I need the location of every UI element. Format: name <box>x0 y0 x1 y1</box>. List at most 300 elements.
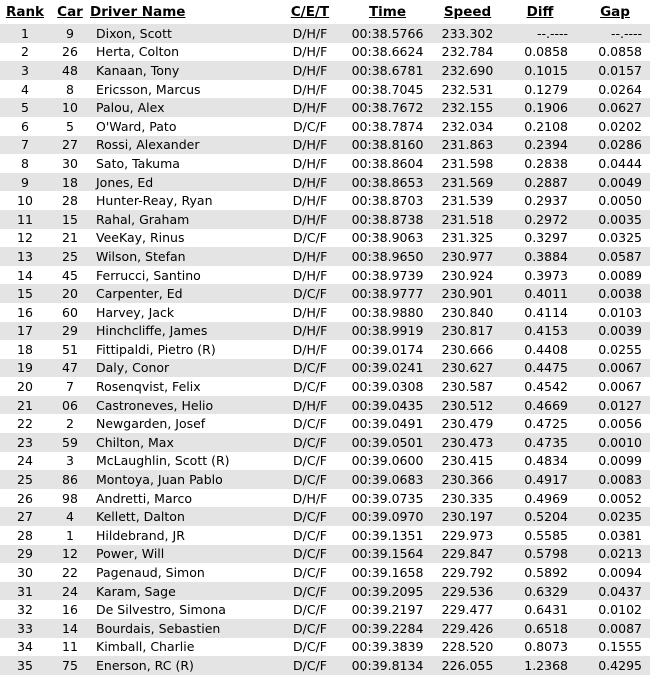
driver-name-cell: Kanaan, Tony <box>90 61 280 80</box>
rank-cell: 17 <box>0 322 50 341</box>
gap-cell: 0.0099 <box>580 452 650 471</box>
rank-cell: 31 <box>0 582 50 601</box>
diff-cell: 0.4542 <box>500 377 580 396</box>
car-number-cell: 24 <box>50 582 90 601</box>
diff-cell: 0.0858 <box>500 43 580 62</box>
table-row <box>0 136 650 155</box>
time-cell: 00:39.0435 <box>340 396 435 415</box>
table-row <box>0 229 650 248</box>
rank-cell: 8 <box>0 154 50 173</box>
speed-cell: 230.924 <box>435 266 500 285</box>
time-cell: 00:38.7672 <box>340 98 435 117</box>
diff-cell: 0.4114 <box>500 303 580 322</box>
rank-cell: 3 <box>0 61 50 80</box>
driver-name-cell: Palou, Alex <box>90 98 280 117</box>
time-cell: 00:39.8134 <box>340 656 435 675</box>
diff-cell: 0.3973 <box>500 266 580 285</box>
cet-cell: D/H/F <box>280 340 340 359</box>
rank-cell: 10 <box>0 191 50 210</box>
time-cell: 00:38.6781 <box>340 61 435 80</box>
speed-cell: 229.973 <box>435 526 500 545</box>
table-row <box>0 359 650 378</box>
diff-cell: 0.4408 <box>500 340 580 359</box>
table-row <box>0 303 650 322</box>
speed-cell: 230.366 <box>435 470 500 489</box>
gap-cell: 0.0039 <box>580 322 650 341</box>
cet-cell: D/C/F <box>280 600 340 619</box>
driver-name-cell: Enerson, RC (R) <box>90 656 280 675</box>
time-cell: 00:38.8703 <box>340 191 435 210</box>
cet-cell: D/C/F <box>280 582 340 601</box>
table-row <box>0 117 650 136</box>
rank-cell: 5 <box>0 98 50 117</box>
rank-cell: 26 <box>0 489 50 508</box>
table-row <box>0 154 650 173</box>
time-cell: 00:38.9919 <box>340 322 435 341</box>
driver-name-cell: Bourdais, Sebastien <box>90 619 280 638</box>
cet-cell: D/H/F <box>280 489 340 508</box>
driver-name-cell: Ericsson, Marcus <box>90 80 280 99</box>
diff-cell: 0.5204 <box>500 507 580 526</box>
time-cell: 00:39.0600 <box>340 452 435 471</box>
rank-cell: 27 <box>0 507 50 526</box>
cet-cell: D/H/F <box>280 247 340 266</box>
time-cell: 00:38.9777 <box>340 284 435 303</box>
car-number-cell: 26 <box>50 43 90 62</box>
driver-name-cell: Sato, Takuma <box>90 154 280 173</box>
cet-cell: D/H/F <box>280 61 340 80</box>
gap-cell: 0.1555 <box>580 638 650 657</box>
table-row <box>0 191 650 210</box>
gap-cell: 0.0255 <box>580 340 650 359</box>
car-number-cell: 47 <box>50 359 90 378</box>
diff-cell: 0.3297 <box>500 229 580 248</box>
diff-cell: 0.6518 <box>500 619 580 638</box>
car-number-cell: 1 <box>50 526 90 545</box>
header-cet: C/E/T <box>290 4 330 20</box>
driver-name-cell: Wilson, Stefan <box>90 247 280 266</box>
diff-cell: 0.4153 <box>500 322 580 341</box>
rank-cell: 32 <box>0 600 50 619</box>
rank-cell: 9 <box>0 173 50 192</box>
gap-cell: 0.0050 <box>580 191 650 210</box>
header-driver-name: Driver Name <box>90 4 186 20</box>
cet-cell: D/H/F <box>280 303 340 322</box>
cet-cell: D/C/F <box>280 117 340 136</box>
table-row <box>0 210 650 229</box>
cet-cell: D/H/F <box>280 322 340 341</box>
time-cell: 00:38.5766 <box>340 24 435 43</box>
time-cell: 00:38.9880 <box>340 303 435 322</box>
time-cell: 00:38.8653 <box>340 173 435 192</box>
car-number-cell: 9 <box>50 24 90 43</box>
speed-cell: 230.977 <box>435 247 500 266</box>
speed-cell: 230.840 <box>435 303 500 322</box>
rank-cell: 16 <box>0 303 50 322</box>
diff-cell: 0.2394 <box>500 136 580 155</box>
gap-cell: 0.0437 <box>580 582 650 601</box>
gap-cell: 0.0067 <box>580 377 650 396</box>
table-row <box>0 247 650 266</box>
car-number-cell: 22 <box>50 563 90 582</box>
speed-cell: 230.627 <box>435 359 500 378</box>
gap-cell: 0.0038 <box>580 284 650 303</box>
speed-cell: 233.302 <box>435 24 500 43</box>
diff-cell: 0.5585 <box>500 526 580 545</box>
diff-cell: 0.3884 <box>500 247 580 266</box>
gap-cell: 0.0235 <box>580 507 650 526</box>
diff-cell: 0.2972 <box>500 210 580 229</box>
cet-cell: D/C/F <box>280 377 340 396</box>
speed-cell: 230.197 <box>435 507 500 526</box>
diff-cell: 0.4011 <box>500 284 580 303</box>
cet-cell: D/H/F <box>280 173 340 192</box>
cet-cell: D/C/F <box>280 656 340 675</box>
rank-cell: 35 <box>0 656 50 675</box>
driver-name-cell: Newgarden, Josef <box>90 414 280 433</box>
car-number-cell: 98 <box>50 489 90 508</box>
car-number-cell: 12 <box>50 545 90 564</box>
car-number-cell: 14 <box>50 619 90 638</box>
table-row <box>0 414 650 433</box>
cet-cell: D/C/F <box>280 284 340 303</box>
cet-cell: D/C/F <box>280 433 340 452</box>
speed-cell: 231.863 <box>435 136 500 155</box>
car-number-cell: 60 <box>50 303 90 322</box>
rank-cell: 1 <box>0 24 50 43</box>
gap-cell: 0.0035 <box>580 210 650 229</box>
rank-cell: 4 <box>0 80 50 99</box>
car-number-cell: 30 <box>50 154 90 173</box>
rank-cell: 34 <box>0 638 50 657</box>
table-row <box>0 563 650 582</box>
diff-cell: 0.2108 <box>500 117 580 136</box>
cet-cell: D/C/F <box>280 414 340 433</box>
time-cell: 00:39.2284 <box>340 619 435 638</box>
table-row <box>0 582 650 601</box>
speed-cell: 229.536 <box>435 582 500 601</box>
driver-name-cell: Daly, Conor <box>90 359 280 378</box>
driver-name-cell: Pagenaud, Simon <box>90 563 280 582</box>
diff-cell: 0.6329 <box>500 582 580 601</box>
table-row <box>0 340 650 359</box>
time-cell: 00:38.8160 <box>340 136 435 155</box>
table-row <box>0 507 650 526</box>
time-cell: 00:39.0174 <box>340 340 435 359</box>
gap-cell: 0.0325 <box>580 229 650 248</box>
time-cell: 00:38.6624 <box>340 43 435 62</box>
table-row <box>0 638 650 657</box>
header-gap: Gap <box>600 4 630 20</box>
car-number-cell: 18 <box>50 173 90 192</box>
table-row <box>0 656 650 675</box>
cet-cell: D/H/F <box>280 80 340 99</box>
rank-cell: 11 <box>0 210 50 229</box>
car-number-cell: 5 <box>50 117 90 136</box>
time-cell: 00:39.1351 <box>340 526 435 545</box>
rank-cell: 14 <box>0 266 50 285</box>
gap-cell: 0.0087 <box>580 619 650 638</box>
diff-cell: 0.5892 <box>500 563 580 582</box>
cet-cell: D/H/F <box>280 43 340 62</box>
speed-cell: 229.847 <box>435 545 500 564</box>
gap-cell: 0.0858 <box>580 43 650 62</box>
gap-cell: 0.0089 <box>580 266 650 285</box>
car-number-cell: 86 <box>50 470 90 489</box>
time-cell: 00:38.9063 <box>340 229 435 248</box>
time-cell: 00:39.2197 <box>340 600 435 619</box>
driver-name-cell: Dixon, Scott <box>90 24 280 43</box>
car-number-cell: 25 <box>50 247 90 266</box>
speed-cell: 230.415 <box>435 452 500 471</box>
rank-cell: 30 <box>0 563 50 582</box>
rank-cell: 29 <box>0 545 50 564</box>
driver-name-cell: Andretti, Marco <box>90 489 280 508</box>
car-number-cell: 20 <box>50 284 90 303</box>
results-body <box>0 24 650 675</box>
driver-name-cell: Rahal, Graham <box>90 210 280 229</box>
table-row <box>0 80 650 99</box>
rank-cell: 21 <box>0 396 50 415</box>
rank-cell: 15 <box>0 284 50 303</box>
table-row <box>0 545 650 564</box>
cet-cell: D/H/F <box>280 136 340 155</box>
driver-name-cell: Castroneves, Helio <box>90 396 280 415</box>
driver-name-cell: Herta, Colton <box>90 43 280 62</box>
table-row <box>0 98 650 117</box>
diff-cell: 0.8073 <box>500 638 580 657</box>
diff-cell: 0.4669 <box>500 396 580 415</box>
speed-cell: 230.817 <box>435 322 500 341</box>
speed-cell: 232.784 <box>435 43 500 62</box>
diff-cell: 0.2937 <box>500 191 580 210</box>
cet-cell: D/C/F <box>280 359 340 378</box>
rank-cell: 13 <box>0 247 50 266</box>
table-row <box>0 526 650 545</box>
speed-cell: 230.901 <box>435 284 500 303</box>
speed-cell: 231.569 <box>435 173 500 192</box>
time-cell: 00:39.0308 <box>340 377 435 396</box>
cet-cell: D/C/F <box>280 470 340 489</box>
speed-cell: 231.518 <box>435 210 500 229</box>
gap-cell: 0.0444 <box>580 154 650 173</box>
driver-name-cell: Kellett, Dalton <box>90 507 280 526</box>
gap-cell: 0.0627 <box>580 98 650 117</box>
driver-name-cell: Montoya, Juan Pablo <box>90 470 280 489</box>
speed-cell: 230.479 <box>435 414 500 433</box>
time-cell: 00:38.7045 <box>340 80 435 99</box>
speed-cell: 229.477 <box>435 600 500 619</box>
car-number-cell: 7 <box>50 377 90 396</box>
speed-cell: 231.539 <box>435 191 500 210</box>
rank-cell: 33 <box>0 619 50 638</box>
time-cell: 00:39.1564 <box>340 545 435 564</box>
car-number-cell: 59 <box>50 433 90 452</box>
driver-name-cell: Hildebrand, JR <box>90 526 280 545</box>
car-number-cell: 06 <box>50 396 90 415</box>
time-cell: 00:39.1658 <box>340 563 435 582</box>
car-number-cell: 8 <box>50 80 90 99</box>
driver-name-cell: Harvey, Jack <box>90 303 280 322</box>
cet-cell: D/C/F <box>280 452 340 471</box>
diff-cell: 0.1015 <box>500 61 580 80</box>
speed-cell: 231.325 <box>435 229 500 248</box>
gap-cell: 0.0587 <box>580 247 650 266</box>
gap-cell: 0.4295 <box>580 656 650 675</box>
time-cell: 00:39.2095 <box>340 582 435 601</box>
diff-cell: 0.2887 <box>500 173 580 192</box>
gap-cell: 0.0213 <box>580 545 650 564</box>
speed-cell: 229.792 <box>435 563 500 582</box>
speed-cell: 232.531 <box>435 80 500 99</box>
header-diff: Diff <box>526 4 554 20</box>
table-row <box>0 266 650 285</box>
gap-cell: 0.0157 <box>580 61 650 80</box>
cet-cell: D/C/F <box>280 545 340 564</box>
speed-cell: 229.426 <box>435 619 500 638</box>
time-cell: 00:38.7874 <box>340 117 435 136</box>
cet-cell: D/H/F <box>280 396 340 415</box>
table-row <box>0 489 650 508</box>
table-row <box>0 619 650 638</box>
gap-cell: 0.0056 <box>580 414 650 433</box>
rank-cell: 25 <box>0 470 50 489</box>
gap-cell: 0.0103 <box>580 303 650 322</box>
cet-cell: D/H/F <box>280 154 340 173</box>
gap-cell: 0.0010 <box>580 433 650 452</box>
driver-name-cell: Kimball, Charlie <box>90 638 280 657</box>
driver-name-cell: Rossi, Alexander <box>90 136 280 155</box>
speed-cell: 230.335 <box>435 489 500 508</box>
header-rank: Rank <box>5 4 45 20</box>
cet-cell: D/H/F <box>280 98 340 117</box>
gap-cell: 0.0286 <box>580 136 650 155</box>
diff-cell: 0.4834 <box>500 452 580 471</box>
car-number-cell: 2 <box>50 414 90 433</box>
rank-cell: 6 <box>0 117 50 136</box>
rank-cell: 23 <box>0 433 50 452</box>
rank-cell: 2 <box>0 43 50 62</box>
time-cell: 00:39.3839 <box>340 638 435 657</box>
table-row <box>0 61 650 80</box>
driver-name-cell: O'Ward, Pato <box>90 117 280 136</box>
car-number-cell: 3 <box>50 452 90 471</box>
diff-cell: --.---- <box>500 24 580 43</box>
table-row <box>0 452 650 471</box>
diff-cell: 0.4735 <box>500 433 580 452</box>
driver-name-cell: Ferrucci, Santino <box>90 266 280 285</box>
diff-cell: 0.4725 <box>500 414 580 433</box>
diff-cell: 1.2368 <box>500 656 580 675</box>
rank-cell: 19 <box>0 359 50 378</box>
diff-cell: 0.5798 <box>500 545 580 564</box>
driver-name-cell: De Silvestro, Simona <box>90 600 280 619</box>
car-number-cell: 16 <box>50 600 90 619</box>
time-cell: 00:38.9650 <box>340 247 435 266</box>
car-number-cell: 75 <box>50 656 90 675</box>
time-cell: 00:38.9739 <box>340 266 435 285</box>
rank-cell: 7 <box>0 136 50 155</box>
gap-cell: 0.0381 <box>580 526 650 545</box>
diff-cell: 0.4475 <box>500 359 580 378</box>
cet-cell: D/H/F <box>280 266 340 285</box>
gap-cell: --.---- <box>580 24 650 43</box>
rank-cell: 18 <box>0 340 50 359</box>
table-row <box>0 433 650 452</box>
table-row <box>0 396 650 415</box>
header-car: Car <box>57 4 83 20</box>
speed-cell: 230.666 <box>435 340 500 359</box>
driver-name-cell: Hunter-Reay, Ryan <box>90 191 280 210</box>
cet-cell: D/C/F <box>280 507 340 526</box>
cet-cell: D/H/F <box>280 24 340 43</box>
gap-cell: 0.0202 <box>580 117 650 136</box>
time-cell: 00:39.0735 <box>340 489 435 508</box>
speed-cell: 230.473 <box>435 433 500 452</box>
gap-cell: 0.0094 <box>580 563 650 582</box>
gap-cell: 0.0127 <box>580 396 650 415</box>
gap-cell: 0.0049 <box>580 173 650 192</box>
time-cell: 00:39.0970 <box>340 507 435 526</box>
cet-cell: D/C/F <box>280 229 340 248</box>
speed-cell: 232.034 <box>435 117 500 136</box>
driver-name-cell: Fittipaldi, Pietro (R) <box>90 340 280 359</box>
rank-cell: 12 <box>0 229 50 248</box>
speed-cell: 226.055 <box>435 656 500 675</box>
rank-cell: 20 <box>0 377 50 396</box>
speed-cell: 230.587 <box>435 377 500 396</box>
driver-name-cell: Chilton, Max <box>90 433 280 452</box>
gap-cell: 0.0067 <box>580 359 650 378</box>
diff-cell: 0.4969 <box>500 489 580 508</box>
car-number-cell: 10 <box>50 98 90 117</box>
time-cell: 00:39.0491 <box>340 414 435 433</box>
car-number-cell: 4 <box>50 507 90 526</box>
gap-cell: 0.0264 <box>580 80 650 99</box>
driver-name-cell: Carpenter, Ed <box>90 284 280 303</box>
time-cell: 00:39.0683 <box>340 470 435 489</box>
header-speed: Speed <box>443 4 492 20</box>
gap-cell: 0.0083 <box>580 470 650 489</box>
rank-cell: 22 <box>0 414 50 433</box>
car-number-cell: 28 <box>50 191 90 210</box>
car-number-cell: 15 <box>50 210 90 229</box>
speed-cell: 230.512 <box>435 396 500 415</box>
table-row <box>0 24 650 43</box>
diff-cell: 0.1906 <box>500 98 580 117</box>
time-cell: 00:39.0241 <box>340 359 435 378</box>
driver-name-cell: Karam, Sage <box>90 582 280 601</box>
table-row <box>0 43 650 62</box>
car-number-cell: 51 <box>50 340 90 359</box>
driver-name-cell: Power, Will <box>90 545 280 564</box>
cet-cell: D/C/F <box>280 563 340 582</box>
gap-cell: 0.0052 <box>580 489 650 508</box>
speed-cell: 232.155 <box>435 98 500 117</box>
cet-cell: D/C/F <box>280 638 340 657</box>
cet-cell: D/C/F <box>280 526 340 545</box>
diff-cell: 0.4917 <box>500 470 580 489</box>
driver-name-cell: Hinchcliffe, James <box>90 322 280 341</box>
driver-name-cell: Jones, Ed <box>90 173 280 192</box>
diff-cell: 0.2838 <box>500 154 580 173</box>
car-number-cell: 11 <box>50 638 90 657</box>
car-number-cell: 48 <box>50 61 90 80</box>
table-row <box>0 284 650 303</box>
driver-name-cell: Rosenqvist, Felix <box>90 377 280 396</box>
diff-cell: 0.1279 <box>500 80 580 99</box>
header-time: Time <box>368 4 407 20</box>
